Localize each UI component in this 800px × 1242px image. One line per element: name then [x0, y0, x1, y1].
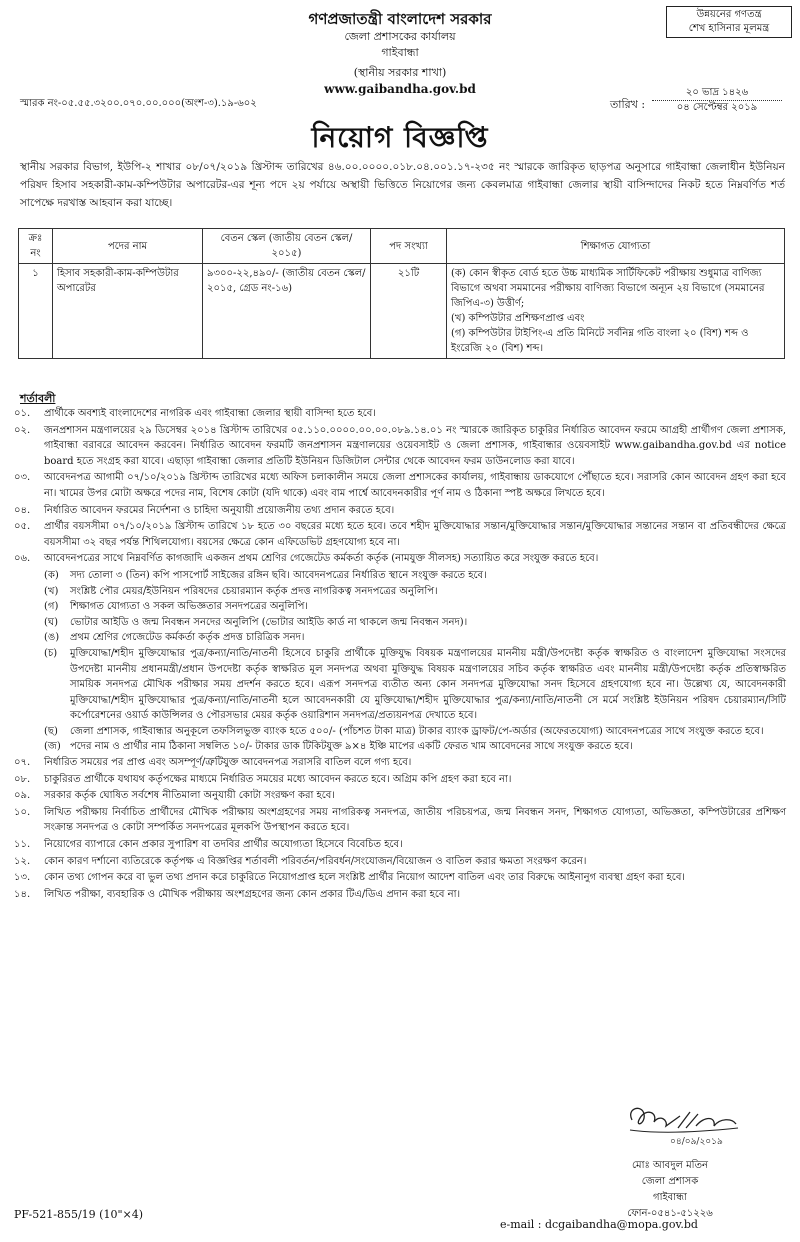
sub-item-text: সদ্য তোলা ৩ (তিন) কপি পাসপোর্ট সাইজের রঙ্গিন ছবি। আবেদনপত্রের নির্ধারিত স্থানে সংযুক্ত করতে হবে।	[70, 569, 487, 581]
sub-item-text: শিক্ষাগত যোগ্যতা ও সকল অভিজ্ঞতার সনদপত্রের অনুলিপি।	[70, 601, 308, 613]
email-line	[500, 1218, 698, 1231]
sub-item-number: (খ)	[44, 585, 59, 597]
conditions-heading: শর্তাবলী	[20, 392, 56, 405]
sub-item	[44, 599, 786, 615]
list-item	[14, 503, 786, 519]
list-item	[14, 755, 786, 771]
office-name: জেলা প্রশাসকের কার্যালয়	[344, 30, 456, 43]
table-row	[19, 264, 785, 359]
sub-item-number: (ঙ)	[44, 632, 60, 644]
sub-item	[44, 724, 786, 740]
signatory-designation: জেলা প্রশাসক	[641, 1176, 699, 1187]
sub-item	[44, 646, 786, 724]
signatory-name: মোঃ আবদুল মতিন	[631, 1160, 709, 1171]
sub-item	[44, 615, 786, 631]
condition-number: ০৪.	[14, 504, 31, 516]
sub-item-text: পদের নাম ও প্রার্থীর নাম ঠিকানা সম্বলিত ১০/- টাকার ডাক টিকিটযুক্ত ৯×৪ ইঞ্চি মাপের একটি ফেরত খাম আবেদনের সাথে সংযুক্ত করতে হবে।	[70, 741, 633, 753]
list-item	[14, 854, 786, 870]
sub-item-text: প্রথম শ্রেণির গেজেটেড কর্মকর্তা কর্তৃক প্রদত্ত চারিত্রিক সনদ।	[70, 632, 305, 644]
district-name: গাইবান্ধা	[381, 46, 419, 59]
condition-number: ১০.	[14, 806, 31, 818]
col-header-scale: বেতন স্কেল (জাতীয় বেতন স্কেল/২০১৫)	[203, 229, 371, 264]
sub-item	[44, 584, 786, 600]
sub-item-number: (ছ)	[44, 725, 58, 737]
condition-text: নির্ধারিত আবেদন ফরমের নির্দেশনা ও চাহিদা অনুযায়ী প্রয়োজনীয় তথ্য প্রদান করতে হবে।	[44, 504, 395, 516]
list-item	[14, 887, 786, 903]
col-header-count: পদ সংখ্যা	[371, 229, 447, 264]
condition-text: প্রার্থীকে অবশ্যই বাংলাদেশের নাগরিক এবং গাইবান্ধা জেলার স্থায়ী বাসিন্দা হতে হবে।	[44, 408, 376, 419]
cell-count: ২১টি	[371, 264, 447, 359]
sub-item	[44, 739, 786, 755]
email-label: e-mail :	[500, 1218, 542, 1231]
condition-text: কোন তথ্য গোপন করে বা ভুল তথ্য প্রদান করে চাকুরিতে নিয়োগপ্রাপ্ত হলে সংশ্লিষ্ট প্রার্থীর নিয়োগ আদেশ বাতিল এবং তার বিরুদ্ধে আইনানুগ ব্যবস্থা গ্রহণ করা হবে।	[44, 872, 685, 884]
email-link[interactable]: dcgaibandha@mopa.gov.bd	[544, 1218, 698, 1231]
condition-text: আবেদনপত্রের সাথে নিম্নবর্ণিত কাগজাদি একজন প্রথম শ্রেণির গেজেটেড কর্মকর্তা কর্তৃক (নামযুক্ত সীলসহ) সত্যায়িত করে সংযুক্ত করতে হবে।	[44, 553, 599, 565]
signatory-place: গাইবান্ধা	[653, 1192, 687, 1203]
sub-item-number: (গ)	[44, 601, 59, 613]
col-header-qualification: শিক্ষাগত যোগ্যতা	[447, 229, 785, 264]
date-bangla: ২০ ভাদ্র ১৪২৬	[652, 86, 782, 101]
vacancy-table	[18, 228, 785, 359]
signature-image	[620, 1098, 750, 1148]
date-box	[652, 86, 782, 115]
list-item	[14, 870, 786, 886]
signature-block	[560, 1158, 780, 1222]
sub-item-text: সংশ্লিষ্ট পৌর মেয়র/ইউনিয়ন পরিষদের চেয়ারম্যান কর্তৃক প্রদত্ত নাগরিকত্ব সনদপত্রের অনুলিপি।	[70, 585, 438, 597]
sub-item-number: (ক)	[44, 569, 59, 581]
condition-number: ১১.	[14, 839, 31, 851]
col-header-post: পদের নাম	[53, 229, 203, 264]
condition-text: জনপ্রশাসন মন্ত্রণালয়ের ২৯ ডিসেম্বর ২০১৪ খ্রিস্টাব্দ তারিখের ০৫.১১০.০০০০.০০.০০.০৮৯.১৪.০১ নং স্মারকে জারিকৃত চাকুরির নির্ধারিত আবেদন ফরমে আগ্রহী প্রার্থীগণ জেলা প্রশাসক, গাইবান্ধা বরাবরে আবেদন করবেন। নির্ধারিত আবেদন ফরমটি জনপ্রশাসন মন্ত্রণালয়ের ওয়েবসাইট ও জেলা প্রশাসক, গাইবান্ধার ওয়েবসাইট www.gaibandha.gov.bd এর notice board হতে সংগ্রহ করা যাবে। এছাড়া গাইবান্ধা জেলার প্রতিটি ইউনিয়ন ডিজিটাল সেন্টার থেকে আবেদন ফরম ডাউনলোড করা যাবে।	[44, 424, 786, 467]
list-item	[14, 519, 786, 550]
list-item	[14, 470, 786, 501]
website-link[interactable]: www.gaibandha.gov.bd	[324, 82, 476, 96]
slogan-line-2: শেখ হাসিনার মূলমন্ত্র	[688, 23, 770, 34]
condition-number: ০২.	[14, 424, 31, 436]
list-item	[14, 551, 786, 567]
col-header-sl: ক্রঃ নং	[19, 229, 53, 264]
government-title: গণপ্রজাতন্ত্রী বাংলাদেশ সরকার	[308, 10, 492, 28]
cell-scale: ৯৩০০-২২,৪৯০/- (জাতীয় বেতন স্কেল/২০১৫, গ্রেড নং-১৬)	[203, 264, 371, 359]
condition-text: নির্ধারিত সময়ের পর প্রাপ্ত এবং অসম্পূর্ণ/ত্রুটিযুক্ত আবেদনপত্র সরাসরি বাতিল বলে গণ্য হবে।	[44, 757, 412, 769]
date-label: তারিখ :	[610, 98, 646, 111]
list-item	[14, 406, 786, 422]
conditions-list	[14, 406, 786, 903]
list-item	[14, 837, 786, 853]
sub-item	[44, 630, 786, 646]
cell-sl: ১	[19, 264, 53, 359]
condition-text: লিখিত পরীক্ষায় নির্বাচিত প্রার্থীদের মৌখিক পরীক্ষায় অংশগ্রহণের সময় নাগরিকত্ব সনদপত্র, জাতীয় পরিচয়পত্র, জন্ম নিবন্ধন সনদ, শিক্ষাগত যোগ্যতা, অভিজ্ঞতা, কম্পিউটারের প্রশিক্ষণ সংক্রান্ত সনদপত্র ও কোটা সম্পর্কিত সনদপত্রের মূলকপি উপস্থাপন করতে হবে।	[44, 806, 786, 834]
branch-name: (স্থানীয় সরকার শাখা)	[353, 66, 447, 79]
condition-number: ০৮.	[14, 773, 31, 785]
condition-text: সরকার কর্তৃক ঘোষিত সর্বশেষ নীতিমালা অনুযায়ী কোটা সংরক্ষণ করা হবে।	[44, 790, 335, 802]
condition-number: ০৫.	[14, 521, 31, 533]
date-english: ০৪ সেপ্টেম্বর ২০১৯	[676, 102, 758, 113]
notice-title: নিয়োগ বিজ্ঞপ্তি	[311, 121, 489, 154]
qualification-item: (খ) কম্পিউটার প্রশিক্ষণপ্রাপ্ত এবং	[451, 313, 585, 324]
sub-item-text: ভোটার আইডি ও জন্ম নিবন্ধন সনদের অনুলিপি (ভোটার আইডি কার্ড না থাকলে জন্ম নিবন্ধন সনদ)।	[70, 616, 468, 628]
condition-number: ০৭.	[14, 757, 31, 769]
sub-item	[44, 568, 786, 584]
sub-item-text: মুক্তিযোদ্ধা/শহীদ মুক্তিযোদ্ধার পুত্র/কন্যা/নাতি/নাতনী হিসেবে চাকুরি প্রার্থীকে মুক্তিযুদ্ধ বিষয়ক মন্ত্রণালয়ের মাননীয় মন্ত্রী/উপদেষ্টা কর্তৃক স্বাক্ষরিত ও বাংলাদেশ মুক্তিযোদ্ধা সংসদের উপদেষ্টা মাননীয় প্রধানমন্ত্রী/প্রধান উপদেষ্টা কর্তৃক স্বাক্ষরিত মূল সনদপত্র অথবা মুক্তিযুদ্ধ বিষয়ক মন্ত্রণালয়ের সচিব কর্তৃক স্বাক্ষরিত এবং মাননীয় মন্ত্রী/উপদেষ্টা কর্তৃক প্রতিস্বাক্ষরিত সাময়িক সনদপত্র মৌখিক পরীক্ষার সময় প্রদর্শন করতে হবে। এরূপ সনদপত্র ব্যতীত অন্য কোন সনদপত্র মুক্তিযোদ্ধা সনদ হিসেবে গ্রহণযোগ্য হবে না। উল্লেখ্য যে, আবেদনকারী মুক্তিযোদ্ধা/শহীদ মুক্তিযোদ্ধার পুত্র/কন্যা/নাতি/নাতনী হলে আবেদনকারী যে মুক্তিযোদ্ধা/শহীদ মুক্তিযোদ্ধার পুত্র/কন্যা/নাতি/নাতনী সে মর্মে সংশ্লিষ্ট ইউনিয়ন পরিষদ চেয়ারম্যান/সিটি কর্পোরেশনের ওয়ার্ড কাউন্সিলর ও পৌরসভার মেয়র কর্তৃক ওয়ারিশান সনদপত্র/প্রত্যয়নপত্র দেখাতে হবে।	[70, 647, 786, 722]
condition-text: কোন কারণ দর্শানো ব্যতিরেকে কর্তৃপক্ষ এ বিজ্ঞপ্তির শর্তাবলী পরিবর্তন/পরিবর্ধন/সংযোজন/বিয়োজন ও বাতিল করার ক্ষমতা সংরক্ষণ করেন।	[44, 855, 587, 867]
signatory-phone: ফোন-০৫৪১-৫১২২৬	[627, 1208, 713, 1219]
list-item	[14, 788, 786, 804]
pf-number: PF-521-855/19 (10"×4)	[14, 1208, 144, 1221]
condition-number: ১৪.	[14, 888, 31, 900]
cell-qualification	[447, 264, 785, 359]
list-item	[14, 772, 786, 788]
list-item	[14, 805, 786, 836]
condition-number: ১২.	[14, 855, 31, 867]
cell-post: হিসাব সহকারী-কাম-কম্পিউটার অপারেটর	[53, 264, 203, 359]
sub-item-number: (ঘ)	[44, 616, 58, 628]
memo-number: স্মারক নং-০৫.৫৫.৩২০০.০৭০.০০.০০০(অংশ-৩).১৯-৬০২	[20, 98, 257, 109]
signature-date: ০৪/০৯/২০১৯	[670, 1137, 723, 1147]
condition-text: আবেদনপত্র আগামী ০৭/১০/২০১৯ খ্রিস্টাব্দ তারিখের মধ্যে অফিস চলাকালীন সময়ে জেলা প্রশাসকের কার্যালয়, গাইবান্ধায় ডাকযোগে পৌঁছাতে হবে। সরাসরি কোন আবেদন গ্রহণ করা হবে না। খামের উপর মোটা অক্ষরে পদের নাম, বিশেষ কোটা (যদি থাকে) এবং বাম পার্শ্বে আবেদনকারীর পূর্ণ নাম ও ঠিকানা স্পষ্ট অক্ষরে লিখতে হবে।	[44, 472, 786, 499]
slogan-line-1: উন্নয়নের গণতন্ত্র	[696, 9, 762, 20]
condition-text: নিয়োগের ব্যাপারে কোন প্রকার সুপারিশ বা তদবির প্রার্থীর অযোগ্যতা হিসেবে বিবেচিত হবে।	[44, 839, 403, 851]
condition-number: ০৯.	[14, 790, 31, 802]
sub-item-number: (চ)	[44, 647, 58, 659]
condition-number: ১৩.	[14, 872, 31, 884]
condition-number: ০৩.	[14, 472, 31, 484]
intro-paragraph: স্থানীয় সরকার বিভাগ, ইউপি-২ শাখার ০৮/০৭/২০১৯ খ্রিস্টাব্দ তারিখের ৪৬.০০.০০০০.০১৮.০৪.০০১.১৭-২৩৫ নং স্মারকে জারিকৃত ছাড়পত্র অনুসারে গাইবান্ধা জেলাধীন ইউনিয়ন পরিষদ হিসাব সহকারী-কাম-কম্পিউটার অপারেটর-এর শূন্য পদে ২য় পর্যায়ে অস্থায়ী ভিত্তিতে নিয়োগের জন্য কেবলমাত্র গাইবান্ধা জেলার স্থায়ী বাসিন্দাদের নিকট হতে নিম্নবর্ণিত শর্ত সাপেক্ষে দরখাস্ত আহবান করা যাচ্ছে।	[20, 161, 785, 209]
condition-number: ০১.	[14, 408, 31, 419]
condition-text: চাকুরিরত প্রার্থীকে যথাযথ কর্তৃপক্ষের মাধ্যমে নির্ধারিত সময়ের মধ্যে আবেদন করতে হবে। অগ্রিম কপি গ্রহণ করা হবে না।	[44, 773, 512, 785]
condition-text: লিখিত পরীক্ষা, ব্যবহারিক ও মৌখিক পরীক্ষায় অংশগ্রহণের জন্য কোন প্রকার টিএ/ডিএ প্রদান করা হবে না।	[44, 888, 461, 900]
sub-item-number: (জ)	[44, 741, 61, 753]
qualification-item: (ক) কোন স্বীকৃত বোর্ড হতে উচ্চ মাধ্যমিক সার্টিফিকেট পরীক্ষায় শুধুমাত্র বাণিজ্য বিভাগে অথবা সমমানের পরীক্ষায় বাণিজ্য বিভাগে অন্যূন ২য় বিভাগে (সমমানের জিপিএ-৩) উত্তীর্ণ;	[451, 268, 765, 309]
sub-item-text: জেলা প্রশাসক, গাইবান্ধার অনুকূলে তফসিলভুক্ত ব্যাংক হতে ৫০০/- (পাঁচশত টাকা মাত্র) টাকার ব্যাংক ড্রাফট/পে-অর্ডার (অফেরতযোগ্য) আবেদনপত্রের সাথে সংযুক্ত করতে হবে।	[70, 725, 764, 737]
qualification-item: (গ) কম্পিউটার টাইপিং-এ প্রতি মিনিটে সর্বনিম্ন গতি বাংলা ২০ (বিশ) শব্দ ও ইংরেজি ২০ (বিশ) শব্দ।	[451, 328, 749, 354]
table-header-row	[19, 229, 785, 264]
list-item	[14, 423, 786, 470]
condition-number: ০৬.	[14, 553, 31, 565]
condition-text: প্রার্থীর বয়সসীমা ০৭/১০/২০১৯ খ্রিস্টাব্দ তারিখে ১৮ হতে ৩০ বছরের মধ্যে হতে হবে। তবে শহীদ মুক্তিযোদ্ধার সন্তান/মুক্তিযোদ্ধার সন্তান/মুক্তিযোদ্ধার সন্তানের সন্তান বা প্রতিবন্ধীদের ক্ষেত্রে বয়সসীমা ৩২ বছর পর্যন্ত শিথিলযোগ্য। বয়সের ক্ষেত্রে কোন এফিডেভিট গ্রহণযোগ্য হবে না।	[44, 521, 786, 548]
